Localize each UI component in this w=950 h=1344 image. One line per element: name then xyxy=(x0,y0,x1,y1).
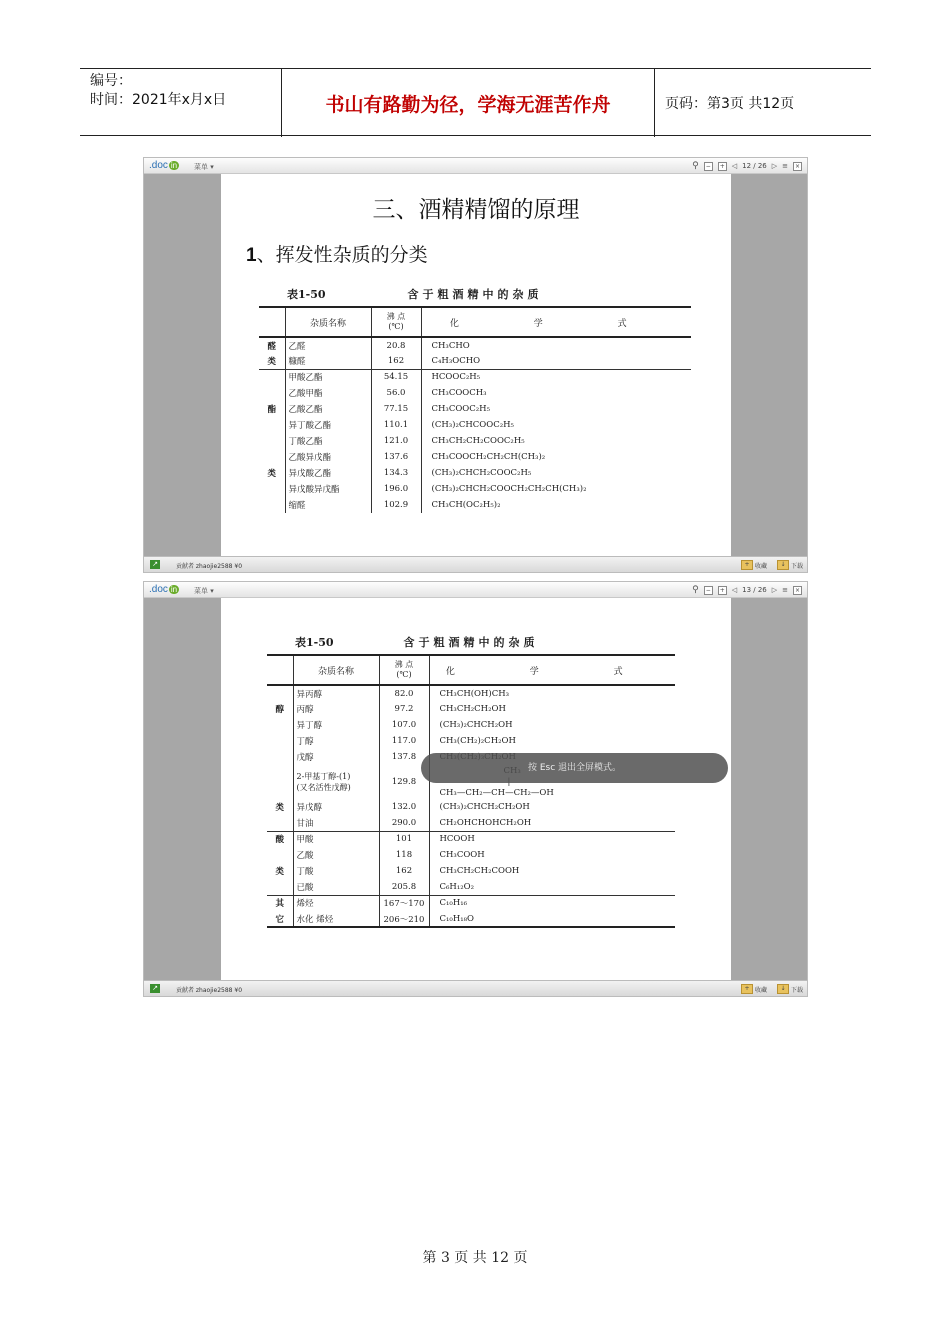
menu-button[interactable]: 菜单 ▾ xyxy=(194,587,214,595)
col-header-name: 杂质名称 xyxy=(285,307,371,337)
list-icon[interactable]: ≡ xyxy=(782,586,788,594)
table-row: 乙酸甲酯 56.0 CH₃COOCH₃ xyxy=(259,385,691,401)
col-header-formula: 化 学 式 xyxy=(429,655,675,685)
list-icon[interactable]: ≡ xyxy=(782,162,788,170)
viewer-footer xyxy=(144,556,807,572)
table-row: 醛 乙醛 20.8 CH₃CHO xyxy=(259,337,691,353)
table-row: 乙酸 118 CH₃COOH xyxy=(267,847,675,863)
page-indicator: 12 / 26 xyxy=(742,162,767,170)
doc-viewer-2 xyxy=(143,581,808,997)
table-row: 类 异戊醇 132.0 (CH₃)₂CHCH₂CH₂OH xyxy=(267,799,675,815)
table-row: 醇 丙醇 97.2 CH₃CH₂CH₂OH xyxy=(267,701,675,717)
slide-page xyxy=(221,174,731,559)
prev-page-icon[interactable]: ◁ xyxy=(731,586,738,594)
author-info: 贡献者 zhaojie2588 ¥0 xyxy=(176,987,243,994)
table-row: 戊醇 137.8 xyxy=(267,749,675,765)
viewer-footer xyxy=(144,980,807,996)
docin-logo[interactable]: .doc in xyxy=(149,584,178,595)
table-row: 丁醇 117.0 CH₃(CH₂)₂CH₂OH xyxy=(267,733,675,749)
search-icon[interactable]: ⚲ xyxy=(692,161,699,171)
expand-icon[interactable]: ↗ xyxy=(150,984,160,993)
table-row: 其 烯烃 167～170 C₁₀H₁₆ xyxy=(267,895,675,911)
folder-icon: + xyxy=(741,560,753,570)
search-icon[interactable]: ⚲ xyxy=(692,585,699,595)
table-name: 含于粗酒精中的杂质 xyxy=(407,288,543,301)
table-row: 异丁酸乙酯 110.1 (CH₃)₂CHCOOC₂H₅ xyxy=(259,417,691,433)
col-header-name: 杂质名称 xyxy=(293,655,379,685)
table-row: 甲酸乙酯 54.15 HCOOC₂H₅ xyxy=(259,369,691,385)
prev-page-icon[interactable]: ◁ xyxy=(731,162,738,170)
number-label: 编号： xyxy=(90,73,132,89)
folder-icon: + xyxy=(741,984,753,994)
table-name: 含于粗酒精中的杂质 xyxy=(403,636,539,649)
expand-icon[interactable]: ↗ xyxy=(150,560,160,569)
table-row: 类 异戊酸乙酯 134.3 (CH₃)₂CHCH₂COOC₂H₅ xyxy=(259,465,691,481)
table-row: 酸 甲酸 101 HCOOH xyxy=(267,831,675,847)
header-page-info: 页码：第3页 共12页 xyxy=(665,96,795,112)
next-page-icon[interactable]: ▷ xyxy=(771,162,778,170)
menu-button[interactable]: 菜单 ▾ xyxy=(194,163,214,171)
download-button[interactable]: ↓ 下载 xyxy=(777,560,803,570)
table-row: 异丁醇 107.0 (CH₃)₂CHCH₂OH xyxy=(267,717,675,733)
page-indicator: 13 / 26 xyxy=(742,586,767,594)
docin-logo[interactable]: .doc in xyxy=(149,160,178,171)
table-row: 乙酸异戊酯 137.6 CH₃COOCH₂CH₂CH(CH₃)₂ xyxy=(259,449,691,465)
col-header-bp: 沸 点 (℃) xyxy=(371,307,421,337)
table-row: 类 糠醛 162 C₄H₃OCHO xyxy=(259,353,691,369)
time-label: 时间：2021年x月x日 xyxy=(90,92,227,108)
table-row: 丁酸乙酯 121.0 CH₃CH₂CH₂COOC₂H₅ xyxy=(259,433,691,449)
table-row: 它 水化 烯烃 206～210 C₁₀H₁₈O xyxy=(267,911,675,927)
table-row: 类 丁酸 162 CH₃CH₂CH₂COOH xyxy=(267,863,675,879)
slide-page xyxy=(221,598,731,981)
esc-fullscreen-notice: 按 Esc 退出全屏模式。 xyxy=(421,753,728,783)
table-row: 2-甲基丁醇-(1) (又名活性戊醇) 129.8 CH₃—CH₂—CH—CH₂—OH xyxy=(267,765,675,799)
collect-button[interactable]: + 收藏 xyxy=(741,984,767,994)
author-info: 贡献者 zhaojie2588 ¥0 xyxy=(176,563,243,570)
slide-title: 三、酒精精馏的原理 xyxy=(372,197,580,223)
page-footer: 第 3 页 共 12 页 xyxy=(422,1250,528,1266)
close-icon[interactable]: × xyxy=(794,586,801,594)
viewer-toolbar xyxy=(144,158,807,174)
header-meta xyxy=(80,69,282,137)
download-button[interactable]: ↓ 下载 xyxy=(777,984,803,994)
zoom-out-icon[interactable]: − xyxy=(705,586,711,594)
doc-viewer-1 xyxy=(143,157,808,573)
close-icon[interactable]: × xyxy=(794,162,801,170)
header-motto: 书山有路勤为径，学海无涯苦作舟 xyxy=(282,69,655,137)
download-icon: ↓ xyxy=(777,984,789,994)
table-row: 甘油 290.0 CH₂OHCHOHCH₂OH xyxy=(267,815,675,831)
download-icon: ↓ xyxy=(777,560,789,570)
table-row: 异戊酸异戊酯 196.0 (CH₃)₂CHCH₂COOCH₂CH₂CH(CH₃)₂ xyxy=(259,481,691,497)
zoom-in-icon[interactable]: + xyxy=(719,162,725,170)
table-row: 已酸 205.8 C₆H₁₂O₂ xyxy=(267,879,675,895)
table-number: 表1-50 xyxy=(295,636,334,649)
next-page-icon[interactable]: ▷ xyxy=(771,586,778,594)
viewer-toolbar xyxy=(144,582,807,598)
col-header-formula: 化 学 式 xyxy=(421,307,691,337)
zoom-in-icon[interactable]: + xyxy=(719,586,725,594)
table-row: 酯 乙酸乙酯 77.15 CH₃COOC₂H₅ xyxy=(259,401,691,417)
page-header xyxy=(80,68,871,136)
collect-button[interactable]: + 收藏 xyxy=(741,560,767,570)
col-header-bp: 沸 点 (℃) xyxy=(379,655,429,685)
slide-subtitle: 1、挥发性杂质的分类 xyxy=(246,244,428,266)
table-number: 表1-50 xyxy=(287,288,326,301)
zoom-out-icon[interactable]: − xyxy=(705,162,711,170)
impurity-table-1 xyxy=(259,284,691,513)
table-row: 异丙醇 82.0 CH₃CH(OH)CH₃ xyxy=(267,685,675,701)
table-row: 缩醛 102.9 CH₃CH(OC₂H₅)₂ xyxy=(259,497,691,513)
